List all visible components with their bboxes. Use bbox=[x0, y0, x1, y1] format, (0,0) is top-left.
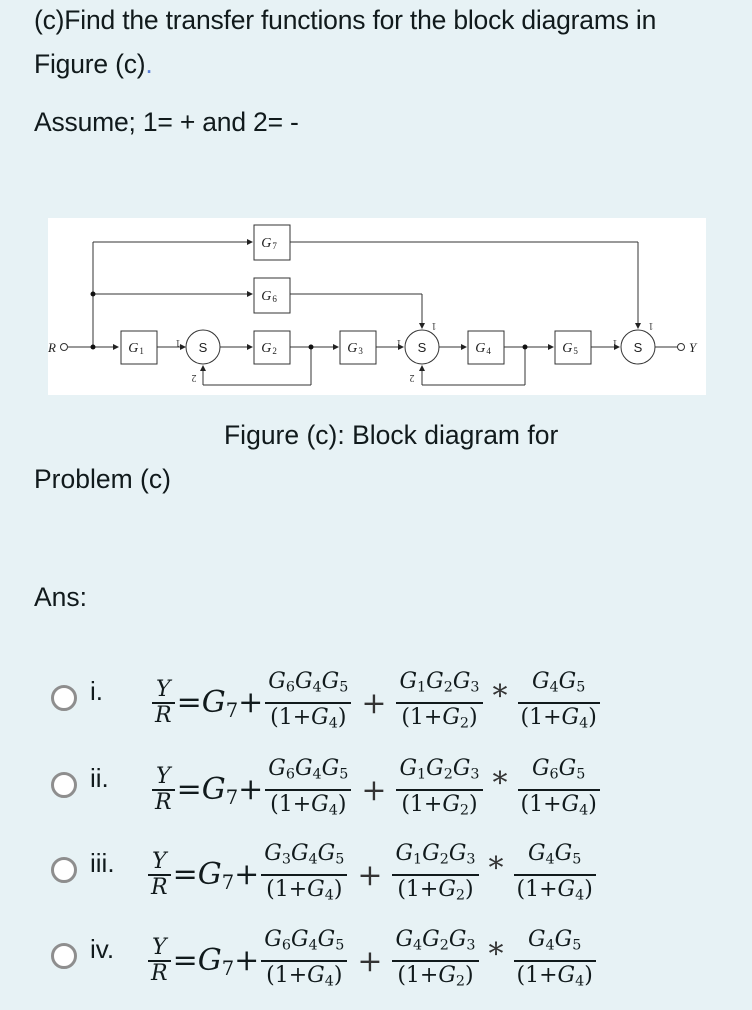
answer-option-2[interactable] bbox=[48, 755, 748, 835]
summer-1: S bbox=[198, 340, 208, 355]
lhs-denominator: R bbox=[155, 790, 172, 815]
term1-numerator: $G_6G_4G_5$ bbox=[268, 669, 349, 696]
equals-g7: $=G_7+$ bbox=[172, 942, 260, 980]
term3-denominator: $(1+G_4)$ bbox=[520, 705, 597, 732]
sign-minus-s2: 2 bbox=[409, 372, 415, 383]
option-label: iv. bbox=[90, 934, 115, 964]
term1-fraction bbox=[261, 926, 347, 995]
transfer-function-expression bbox=[152, 755, 600, 825]
lhs-numerator: Y bbox=[156, 764, 171, 789]
radio-button[interactable] bbox=[51, 772, 77, 798]
multiply-operator: * bbox=[488, 936, 504, 972]
block-diagram-figure bbox=[48, 218, 706, 395]
term2-fraction bbox=[396, 755, 482, 824]
term1-numerator: $G_6G_4G_5$ bbox=[268, 756, 349, 783]
term1-denominator: $(1+G_4)$ bbox=[266, 877, 343, 904]
plus-operator: + bbox=[361, 772, 387, 808]
block-g7: G7 bbox=[261, 236, 277, 251]
block-g2: G2 bbox=[261, 341, 277, 356]
term3-numerator: $G_6G_5$ bbox=[531, 756, 586, 783]
term2-fraction bbox=[392, 840, 478, 909]
question-title bbox=[34, 0, 674, 86]
lhs-fraction bbox=[152, 765, 175, 815]
lhs-fraction bbox=[148, 850, 171, 900]
term3-denominator: $(1+G_4)$ bbox=[516, 963, 593, 990]
multiply-operator: * bbox=[492, 678, 508, 714]
assumption-text: Assume; 1= + and 2= - bbox=[34, 107, 299, 137]
answer-option-3[interactable] bbox=[48, 840, 748, 920]
radio-button[interactable] bbox=[51, 685, 77, 711]
term1-denominator: $(1+G_4)$ bbox=[270, 705, 347, 732]
sign-plus-s3b: 1 bbox=[648, 320, 654, 331]
answer-option-1[interactable] bbox=[48, 668, 748, 748]
plus-operator: + bbox=[357, 943, 383, 979]
term3-numerator: $G_4G_5$ bbox=[531, 669, 586, 696]
term2-fraction bbox=[392, 926, 478, 995]
sign-plus-s3a: 1 bbox=[612, 337, 618, 348]
summer-3: S bbox=[633, 340, 643, 355]
term2-denominator: $(1+G_2)$ bbox=[397, 877, 474, 904]
block-g1: G1 bbox=[128, 341, 144, 356]
transfer-function-expression bbox=[148, 840, 596, 910]
term1-fraction bbox=[261, 840, 347, 909]
lhs-denominator: R bbox=[151, 961, 168, 986]
lhs-denominator: R bbox=[155, 703, 172, 728]
multiply-operator: * bbox=[488, 850, 504, 886]
question-title-text: (c)Find the transfer functions for the block diagrams in Figure (c) bbox=[34, 5, 657, 79]
term1-numerator: $G_6G_4G_5$ bbox=[264, 927, 345, 954]
term2-denominator: $(1+G_2)$ bbox=[397, 963, 474, 990]
problem-label: Problem (c) bbox=[34, 464, 171, 494]
term3-fraction bbox=[514, 840, 596, 909]
term2-denominator: $(1+G_2)$ bbox=[401, 705, 478, 732]
option-label: ii. bbox=[90, 763, 109, 793]
equals-g7: $=G_7+$ bbox=[176, 684, 264, 722]
answer-label: Ans: bbox=[34, 582, 88, 612]
sign-plus-s2a: 1 bbox=[396, 337, 402, 348]
term2-denominator: $(1+G_2)$ bbox=[401, 792, 478, 819]
term3-denominator: $(1+G_4)$ bbox=[520, 792, 597, 819]
lhs-denominator: R bbox=[151, 875, 168, 900]
plus-operator: + bbox=[361, 685, 387, 721]
term1-denominator: $(1+G_4)$ bbox=[270, 792, 347, 819]
term2-numerator: $G_1G_2G_3$ bbox=[399, 756, 480, 783]
block-g5: G5 bbox=[562, 341, 578, 356]
term3-fraction bbox=[518, 668, 600, 737]
diagram-input-label: R bbox=[48, 340, 56, 355]
sign-plus-s1: 1 bbox=[175, 337, 181, 348]
term3-numerator: $G_4G_5$ bbox=[527, 841, 582, 868]
term3-fraction bbox=[514, 926, 596, 995]
lhs-numerator: Y bbox=[152, 849, 167, 874]
equals-g7: $=G_7+$ bbox=[176, 771, 264, 809]
term2-numerator: $G_1G_2G_3$ bbox=[399, 669, 480, 696]
lhs-numerator: Y bbox=[156, 677, 171, 702]
term2-numerator: $G_4G_2G_3$ bbox=[395, 927, 476, 954]
radio-button[interactable] bbox=[51, 943, 77, 969]
term3-denominator: $(1+G_4)$ bbox=[516, 877, 593, 904]
term1-fraction bbox=[265, 668, 351, 737]
sign-plus-s2b: 1 bbox=[431, 320, 437, 331]
plus-operator: + bbox=[357, 857, 383, 893]
radio-button[interactable] bbox=[51, 857, 77, 883]
term1-numerator: $G_3G_4G_5$ bbox=[264, 841, 345, 868]
question-title-period: . bbox=[145, 49, 153, 79]
figure-caption: Figure (c): Block diagram for bbox=[224, 420, 559, 450]
sign-minus-s1: 2 bbox=[191, 372, 197, 383]
block-g6: G6 bbox=[261, 289, 277, 304]
term3-numerator: $G_4G_5$ bbox=[527, 927, 582, 954]
lhs-fraction bbox=[152, 678, 175, 728]
equals-g7: $=G_7+$ bbox=[172, 856, 260, 894]
transfer-function-expression bbox=[152, 668, 600, 738]
multiply-operator: * bbox=[492, 765, 508, 801]
transfer-function-expression bbox=[148, 926, 596, 996]
term1-denominator: $(1+G_4)$ bbox=[266, 963, 343, 990]
block-g4: G4 bbox=[475, 341, 491, 356]
answer-option-4[interactable] bbox=[48, 926, 748, 1006]
term1-fraction bbox=[265, 755, 351, 824]
block-g3: G3 bbox=[347, 341, 363, 356]
term3-fraction bbox=[518, 755, 600, 824]
summer-2: S bbox=[417, 340, 427, 355]
term2-fraction bbox=[396, 668, 482, 737]
lhs-fraction bbox=[148, 936, 171, 986]
term2-numerator: $G_1G_2G_3$ bbox=[395, 841, 476, 868]
option-label: iii. bbox=[90, 848, 115, 878]
lhs-numerator: Y bbox=[152, 935, 167, 960]
diagram-output-label: Y bbox=[689, 340, 697, 355]
option-label: i. bbox=[90, 676, 103, 706]
